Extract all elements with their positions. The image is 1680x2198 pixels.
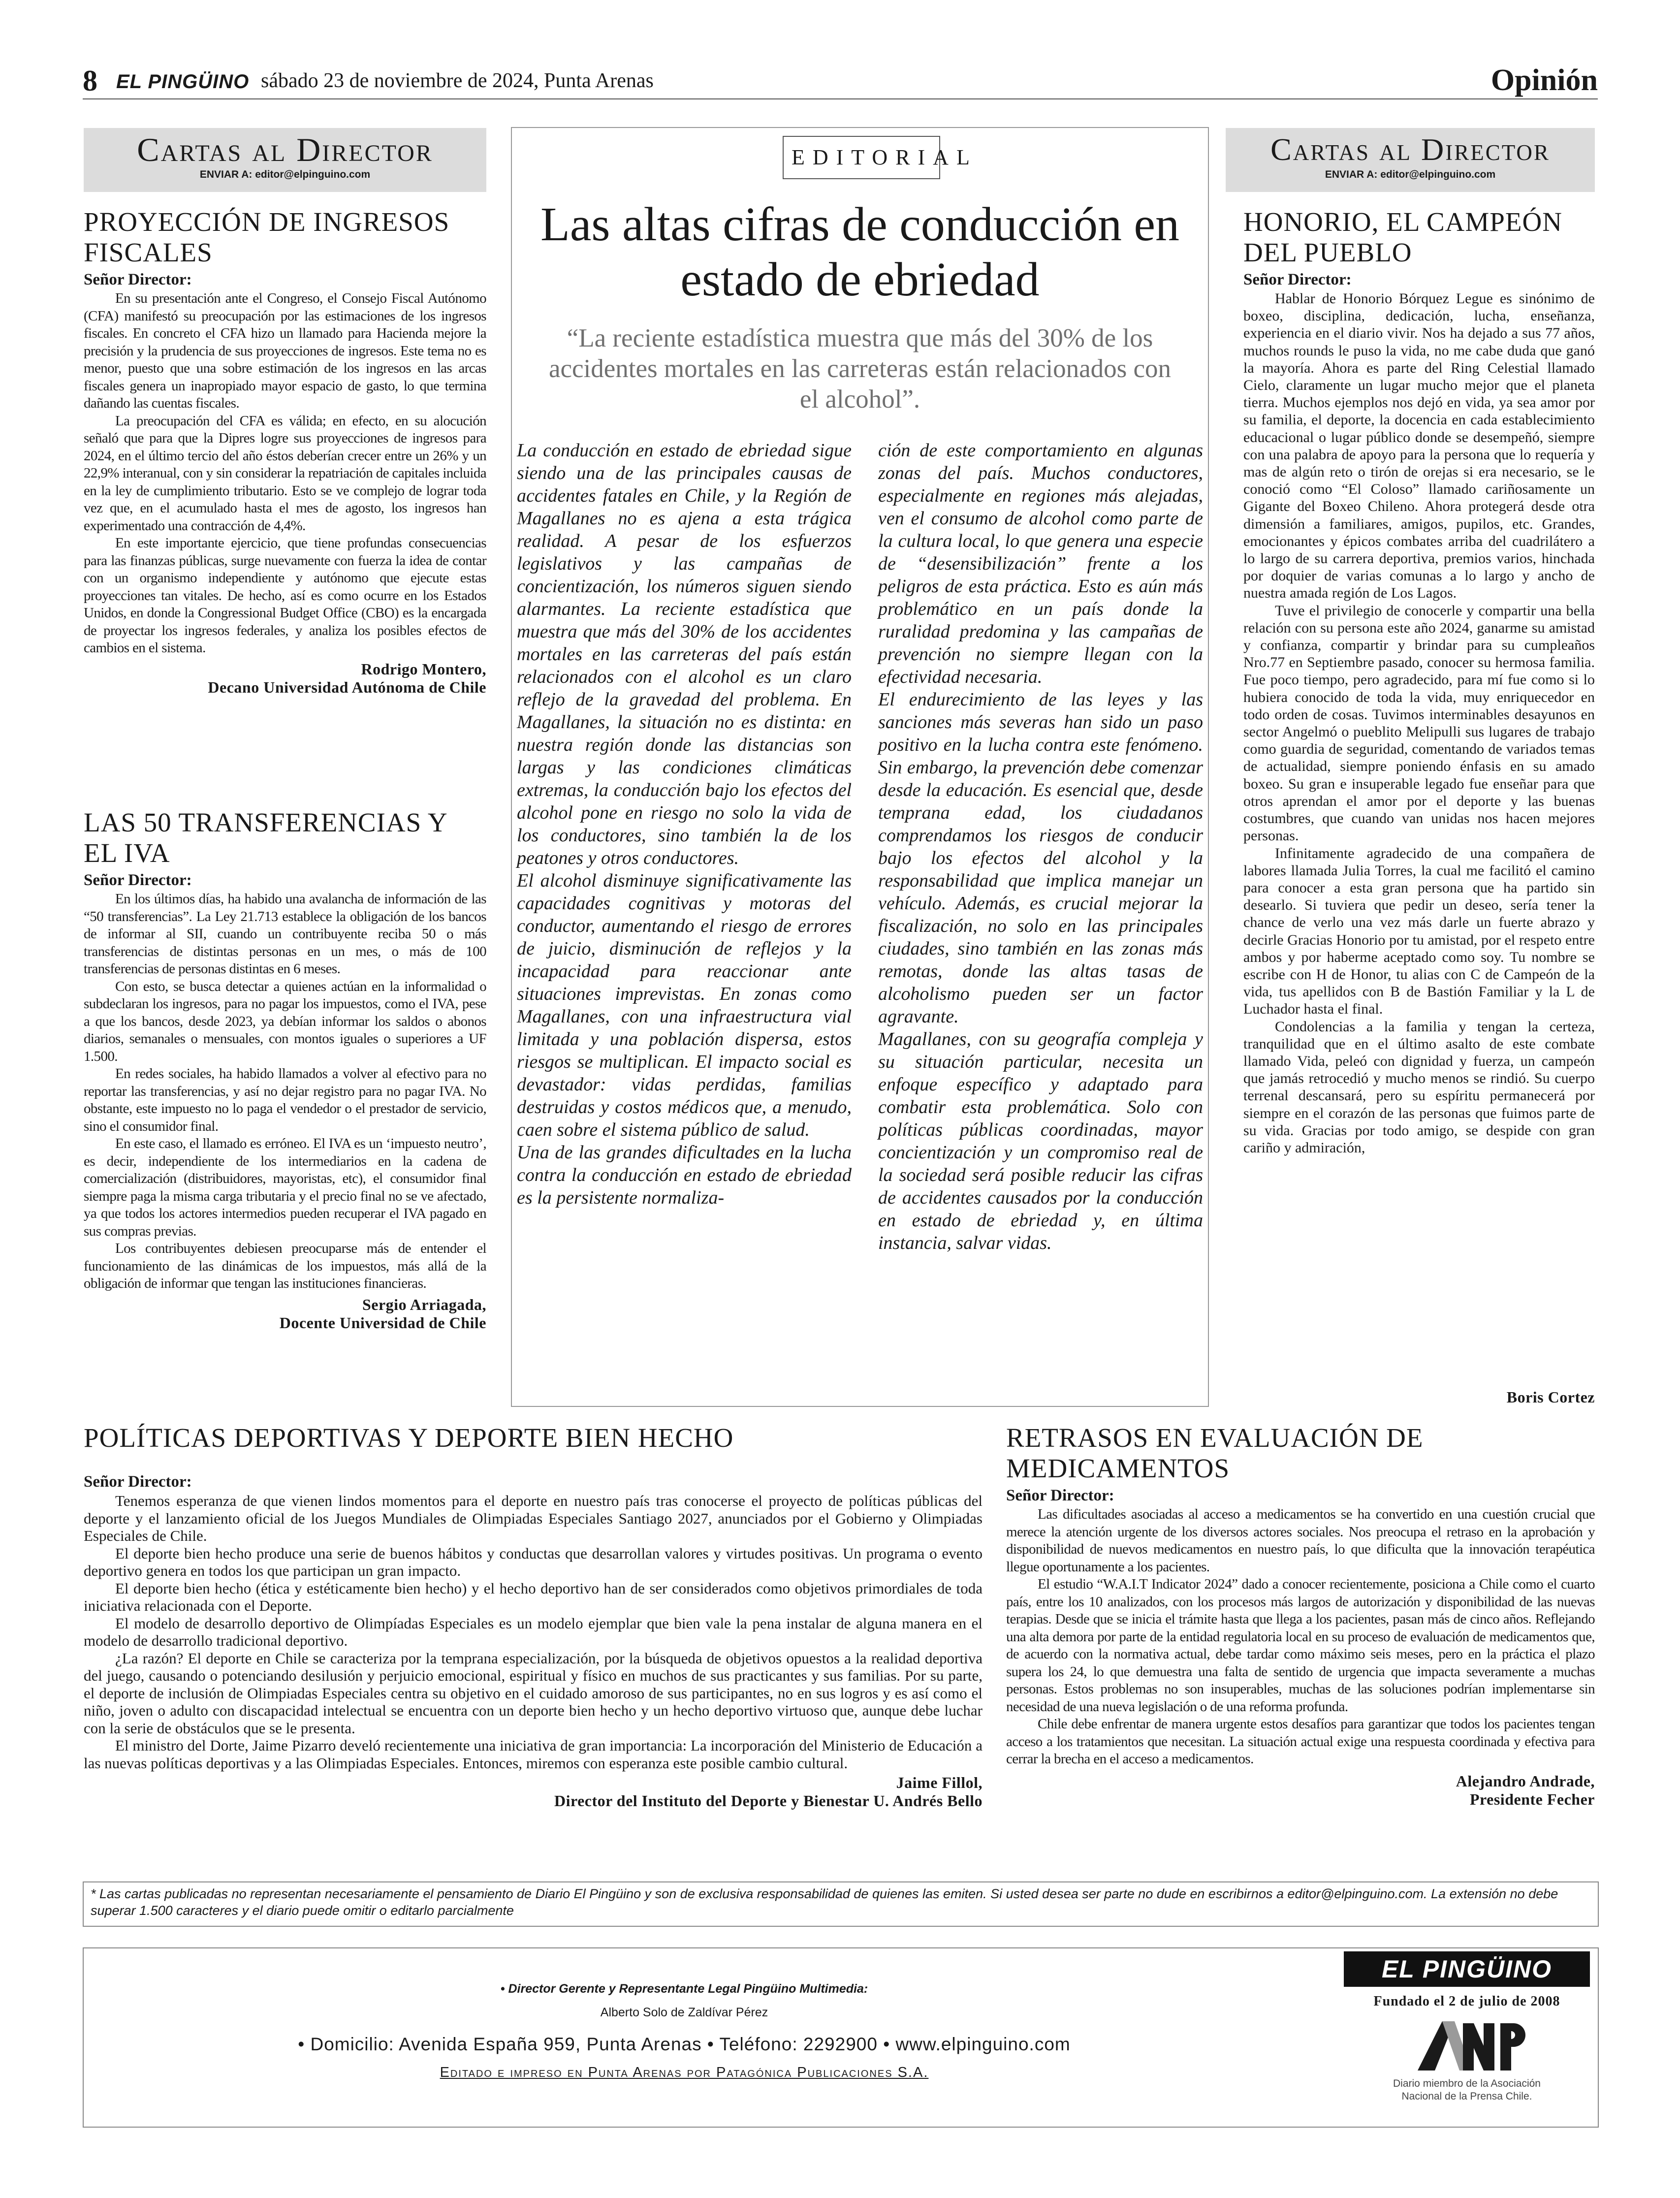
editorial-headline: Las altas cifras de conducción en estado de ebriedad [540, 198, 1179, 306]
editorial-column-2 [878, 439, 1203, 1254]
paragraph: En este caso, el llamado es erróneo. El IVA es un ‘impuesto neutro’, es decir, independiente de los intermediarios en la cadena de comercialización (distribuidores, mayoristas, etc), el consumidor final siempre paga la misma carga tributaria y el precio final no se ve afectado, ya que todos los actores intermedios pueden recuperar el IVA pagado en sus compras previas. [84, 1136, 486, 1239]
paragraph: El alcohol disminuye significativamente las capacidades cognitivas y motoras del conductor, aumentando el riesgo de errores de juicio, disminución de reflejos y la incapacidad para reaccionar ante situaciones imprevistas. En zonas como Magallanes, con una infraestructura vial limitada y una población dispersa, estos riesgos se multiplican. El impacto social es devastador: vidas perdidas, familias destruidas y costos médicos que, a menudo, caen sobre el sistema público de salud. [517, 870, 852, 1140]
paragraph: Los contribuyentes debiesen preocuparse más de entender el funcionamiento de las dinámicas de los impuestos, más allá de la obligación de informar que tengan las instituciones financieras. [84, 1241, 486, 1291]
page-number: 8 [83, 64, 97, 97]
cartas-email: ENVIAR A: editor@elpinguino.com [1325, 169, 1496, 180]
director-name: Alberto Solo de Zaldívar Pérez [600, 2006, 768, 2019]
signature-title: Decano Universidad Autónoma de Chile [208, 678, 486, 696]
cartas-title: Cartas al Director [1270, 132, 1550, 167]
section-name: Opinión [1490, 64, 1598, 97]
letter-title: POLÍTICAS DEPORTIVAS Y DEPORTE BIEN HECHO [84, 1423, 734, 1453]
director-label: • Director Gerente y Representante Legal Pingüino Multimedia: [500, 1982, 868, 1996]
paragraph: ¿La razón? El deporte en Chile se caracteriza por la temprana especialización, por la búsqueda de objetivos opuestos a la realidad deportiva del juego, causando o potenciando desilusión y perjuicio emocional, espiritual y físico en muchos de sus practicantes y sus familias. Por su parte, el deporte de inclusión de Olimpiadas Especiales centra su objetivo en el cuidado amoroso de sus participantes, no en sus logros y es así como el niño, joven o adulto con discapacidad intelectual se encuentra con un deporte bien hecho y un hecho deportivo virtuoso que, aunque debe luchar con la serie de obstáculos que se le presenta. [84, 1649, 983, 1737]
editorial-label-box [783, 136, 978, 179]
salutation: Señor Director: [84, 271, 192, 288]
signature-name: Sergio Arriagada, [362, 1295, 486, 1313]
signature-name: Jaime Fillol, [896, 1774, 983, 1791]
founded-date: Fundado el 2 de julio de 2008 [1373, 1994, 1560, 2009]
paragraph: Las dificultades asociadas al acceso a medicamentos se ha convertido en una cuestión crucial que merece la atención urgente de los diversos actores sociales. Nos preocupa el retraso en la aprobación y disponibilidad de nuevos medicamentos en nuestro país, lo que dificulta que la innovación terapéutica llegue oportunamente a los pacientes. [1006, 1506, 1595, 1575]
paragraph: La preocupación del CFA es válida; en efecto, en su alocución señaló que para que la Dipres logre sus proyecciones de ingresos para 2024, en el último tercio del año éstos deberían crecer entre un 26% y un 22,9% interanual, con y sin considerar la repatriación de capitales incluida en la ley de cumplimiento tributario. Esto se ve complejo de lograr toda vez que, en el acumulado hasta el mes de agosto, los ingresos han experimentado una contracción de 4,4%. [84, 413, 486, 534]
paragraph: Condolencias a la familia y tengan la certeza, tranquilidad que en el último asalto de este combate llamado Vida, peleó con dignidad y fuerza, un campeón que jamás retrocedió y mucho menos se rindió. Su cuerpo terrenal descansará, pero su espíritu permanecerá por siempre en el corazón de las personas que fuimos parte de su vida. Gracias por todo amigo, se despide con gran cariño y admiración, [1243, 1018, 1595, 1156]
publisher-line: Editado e impreso en Punta Arenas por Patagónica Publicaciones S.A. [440, 2065, 929, 2080]
paragraph: El endurecimiento de las leyes y las sanciones más severas han sido un paso positivo en la lucha contra este fenómeno. Sin embargo, la prevención debe comenzar desde la educación. Es esencial que, desde temprana edad, los ciudadanos comprendamos los riesgos de conducir bajo los efectos del alcohol y la responsabilidad que implica manejar un vehículo. Además, es crucial mejorar la fiscalización, no solo en las principales ciudades, sino también en las zonas más remotas, donde las altas tasas de alcoholismo pueden ser un factor agravante. [878, 689, 1203, 1027]
letter-body [84, 1492, 983, 1772]
signature-title: Docente Universidad de Chile [279, 1313, 486, 1332]
editorial-pull-quote: “La reciente estadística muestra que más del 30% de los accidentes mortales en las carreteras están relacionados con el alcohol”. [548, 324, 1171, 414]
header-logo: EL PINGÜINO [116, 71, 250, 93]
disclaimer-box [83, 1881, 1599, 1927]
paragraph: El deporte bien hecho (ética y estéticamente bien hecho) y el hecho deportivo han de ser considerados como objetivos primordiales de toda iniciativa relacionada con el Deporte. [84, 1579, 983, 1614]
letter-politicas [84, 1423, 983, 1810]
paragraph: El ministro del Dorte, Jaime Pizarro develó recientemente una iniciativa de gran importancia: La incorporación del Ministerio de Educación a las nuevas políticas deportivas y a las Olimpiadas Especiales. Entonces, miremos con esperanza este posible cambio cultural. [84, 1737, 983, 1772]
letter-title: PROYECCIÓN DE INGRESOS FISCALES [84, 207, 450, 267]
letter-body [1243, 290, 1595, 1156]
paragraph: Magallanes, con su geografía compleja y su situación particular, necesita un enfoque específico y adaptado para combatir esta problemática. Solo con políticas públicas coordinadas, mayor concientización y un compromiso real de la sociedad será posible reducir las cifras de accidentes causados por la conducción en estado de ebriedad y, en última instancia, salvar vidas. [878, 1029, 1203, 1253]
paragraph: Con esto, se busca detectar a quienes actúan en la informalidad o subdeclaran los ingresos, para no pagar los impuestos, como el IVA, pese a que los bancos, desde 2023, ya debían informar los saldos o abonos diarios, semanales o mensuales, con montos iguales o superiores a UF 1.500. [84, 978, 486, 1064]
paragraph: Chile debe enfrentar de manera urgente estos desafíos para garantizar que todos los pacientes tengan acceso a los tratamientos que necesitan. La situación actual exige una respuesta coordinada y efectiva para cerrar la brecha en el acceso a medicamentos. [1006, 1716, 1595, 1767]
cartas-email: ENVIAR A: editor@elpinguino.com [199, 169, 371, 180]
letter-title: RETRASOS EN EVALUACIÓN DE MEDICAMENTOS [1006, 1423, 1424, 1483]
paragraph: En este importante ejercicio, que tiene profundas consecuencias para las finanzas públicas, surge nuevamente con fuerza la idea de contar con un organismo independiente y autónomo que ejecute estas proyecciones tan vitales. De hecho, así es como ocurre en los Estados Unidos, en donde la Congressional Budget Office (CBO) es la encargada de proyectar los ingresos federales, y analiza los posibles efectos de cambios en el sistema. [84, 535, 486, 656]
cartas-title: Cartas al Director [137, 131, 433, 168]
paragraph: En redes sociales, ha habido llamados a volver al efectivo para no reportar las transferencias, y así no dejar registro para no pagar IVA. No obstante, este impuesto no lo paga el vendedor o el prestador de servicio, sino el consumidor final. [84, 1066, 486, 1134]
letter-body [84, 290, 486, 657]
anp-logo-icon [1408, 2016, 1526, 2075]
logo-text: EL PINGÜINO [1381, 1955, 1553, 1983]
signature-name: Boris Cortez [1506, 1388, 1595, 1406]
paragraph: ción de este comportamiento en algunas zonas del país. Muchos conductores, especialmente en regiones más alejadas, ven el consumo de alcohol como parte de la cultura local, lo que genera una especie de “desensibilización” frente a los peligros de esta práctica. Esto es aún más problemático en un país donde la ruralidad predomina y las campañas de prevención no siempre llegan con la efectividad necesaria. [878, 440, 1203, 687]
masthead-box [83, 1947, 1599, 2128]
editorial-label: EDITORIAL [792, 145, 978, 169]
paragraph: Hablar de Honorio Bórquez Legue es sinónimo de boxeo, disciplina, dedicación, lucha, enseñanza, experiencia en el diario vivir. Nos ha dejado a sus 77 años, muchos rounds le puso la vida, no me cabe duda que ganó la mayoría. Ahora es parte del Ring Celestial llamado Cielo, claramente un lugar mucho mejor que el planeta tierra. Muchos ejemplos nos dejó en vida, ya sea amor por su familia, el deporte, la docencia en cada establecimiento educacional o lugar público donde se desempeñó, siempre con una palabra de apoyo para la persona que lo requería y mas de algún reto o tirón de orejas si era necesario, se le conoció como “El Coloso” llamado cariñosamente un Gigante del Boxeo Chileno. Ahora protegerá desde otra dimensión a familiares, amigos, pupilos, etc. Grandes, emocionantes y épicos combates arriba del cuadrilátero a lo largo de su carrera deportiva, premios varios, hinchada por doquier de varias comunas a lo largo y ancho de nuestra amada región de Los Lagos. [1243, 290, 1595, 602]
letter-medicamentos [1006, 1423, 1595, 1809]
salutation: Señor Director: [84, 1473, 192, 1491]
letter-transferencias [84, 807, 486, 1332]
disclaimer-text: * Las cartas publicadas no representan necesariamente el pensamiento de Diario El Pingüino y son de exclusiva responsabilidad de quienes las emiten. Si usted desea ser parte no dude en escribirnos a editor@elpinguino.com. La extensión no debe superar 1.500 caracteres y el diario puede omitir o editarlo parcialmente [91, 1886, 1558, 1918]
paragraph: Una de las grandes dificultades en la lucha contra la conducción en estado de ebriedad es la persistente normaliza- [517, 1142, 852, 1208]
paragraph: El deporte bien hecho produce una serie de buenos hábitos y conductas que desarrollan valores y virtudes positivas. Un programa o evento deportivo genera en todos los que participan un gran impacto. [84, 1544, 983, 1579]
editorial-column-1 [517, 439, 852, 1209]
cartas-header-left [84, 128, 486, 192]
cartas-header-right [1226, 128, 1595, 192]
header-date: sábado 23 de noviembre de 2024, Punta Arenas [261, 69, 654, 92]
paragraph: El modelo de desarrollo deportivo de Olimpíadas Especiales es un modelo ejemplar que bien vale la pena instalar de alguna manera en el modelo de desarrollo tradicional deportivo. [84, 1614, 983, 1649]
paragraph: Infinitamente agradecido de una compañera de labores llamada Julia Torres, la cual me facilitó el camino para conocer a esta gran persona que ha partido sin desearlo. Si tuviera que pedir un deseo, sería tener la chance de verlo una vez más darle un fuerte abrazo y decirle Gracias Honorio por tu amistad, por el respeto entre ambos y por haberme aceptado como soy. Tu nombre se escribe con H de Honor, tu alias con C de Campeón de la vida, tus apellidos con B de Bastión Familiar y la L de Luchador hasta el final. [1243, 845, 1595, 1018]
signature-name: Rodrigo Montero, [361, 660, 486, 678]
paragraph: La conducción en estado de ebriedad sigue siendo una de las principales causas de accidentes fatales en Chile, y la Región de Magallanes no es ajena a esta trágica realidad. A pesar de los esfuerzos legislativos y las campañas de concientización, los números siguen siendo alarmantes. La reciente estadística que muestra que más del 30% de los accidentes mortales en las carreteras del país están relacionados con el alcohol es un claro reflejo de la gravedad del problema. En Magallanes, la situación no es distinta: en nuestra región donde las distancias son largas y las condiciones climáticas extremas, la conducción bajo los efectos del alcohol pone en riesgo no solo la vida de los conductores, sino también la de los peatones y otros conductores. [517, 440, 852, 868]
page-header [83, 63, 1598, 99]
salutation: Señor Director: [1243, 271, 1352, 288]
letter-proyeccion [84, 207, 486, 697]
paragraph: Tuve el privilegio de conocerle y compartir una bella relación con su persona este año 2024, ganarme su amistad y confianza, compartir y brindar para su cumpleaños Nro.77 en Septiembre pasado, conocer su hermosa familia. Fue poco tiempo, pero agradecido, para mí fue como si lo hubiera conocido de toda la vida, muy enriquecedor en todo orden de cosas. Tuvimos interminables desayunos en sector Angelmó o pueblito Melipulli sus lugares de trabajo como guardia de seguridad, comentando de variados temas de actualidad, siempre poniendo énfasis en su amado boxeo. Su gran e insuperable legado fue enseñar para que otros aprendan el amor por el deporte y las buenas costumbres, que cuando van unidas nos hacen mejores personas. [1243, 602, 1595, 844]
paragraph: En los últimos días, ha habido una avalancha de información de las “50 transferencias”. La Ley 21.713 establece la obligación de los bancos de informar al SII, cuando un contribuyente reciba 50 o más transferencias de distintas personas en un mes, o más de 100 transferencias de personas distintas en 6 meses. [84, 891, 486, 977]
address-line: • Domicilio: Avenida España 959, Punta Arenas • Teléfono: 2292900 • www.elpinguino.com [298, 2034, 1071, 2054]
paragraph: En su presentación ante el Congreso, el Consejo Fiscal Autónomo (CFA) manifestó su preocupación por las estimaciones de los ingresos fiscales. En concreto el CFA hizo un llamado para Hacienda mejore la precisión y la prudencia de sus proyecciones de ingresos. Este tema no es menor, puesto que una sobre estimación de los ingresos en las arcas fiscales genera un inapropiado mayor espacio de gasto, lo que termina dañando las cuentas fiscales. [84, 290, 486, 411]
salutation: Señor Director: [84, 871, 192, 889]
signature-title: Presidente Fecher [1469, 1790, 1595, 1808]
letter-honorio [1243, 207, 1595, 1156]
anp-caption: Diario miembro de la Asociación Nacional de la Prensa Chile. [1393, 2078, 1541, 2102]
signature-title: Director del Instituto del Deporte y Bienestar U. Andrés Bello [554, 1792, 983, 1810]
paragraph: El estudio “W.A.I.T Indicator 2024” dado a conocer recientemente, posiciona a Chile como el cuarto país, entre los 10 analizados, con los procesos más largos de autorización y disponibilidad de las nuevas terapias. Desde que se inicia el trámite hasta que llega a los pacientes, pasan más de cinco años. Reflejando una alta demora por parte de la entidad regulatoria local en su proceso de evaluación de medicamentos que, de acuerdo con la normativa actual, debe tardar como máximo seis meses, pero en la práctica el plazo supera los 24, lo que demuestra una falta de sentido de urgencia que impacta severamente a muchas personas. Estos problemas no son insuperables, muchas de las soluciones podrían implementarse sin necesidad de una nueva legislación o de una reforma profunda. [1006, 1576, 1595, 1715]
letter-title: HONORIO, EL CAMPEÓN DEL PUEBLO [1243, 207, 1562, 267]
paragraph: Tenemos esperanza de que vienen lindos momentos para el deporte en nuestro país tras conocerse el proyecto de políticas públicas del deporte y el lanzamiento oficial de los Juegos Mundiales de Olimpiadas Especiales Santiago 2027, anunciados por el Gobierno y Olimpiadas Especiales de Chile. [84, 1492, 983, 1544]
masthead-logo [1344, 1951, 1590, 1987]
salutation: Señor Director: [1006, 1487, 1114, 1504]
letter-body [84, 891, 486, 1293]
letter-body [1006, 1506, 1595, 1768]
signature-name: Alejandro Andrade, [1456, 1772, 1595, 1790]
letter-title: LAS 50 TRANSFERENCIAS Y EL IVA [84, 807, 447, 868]
